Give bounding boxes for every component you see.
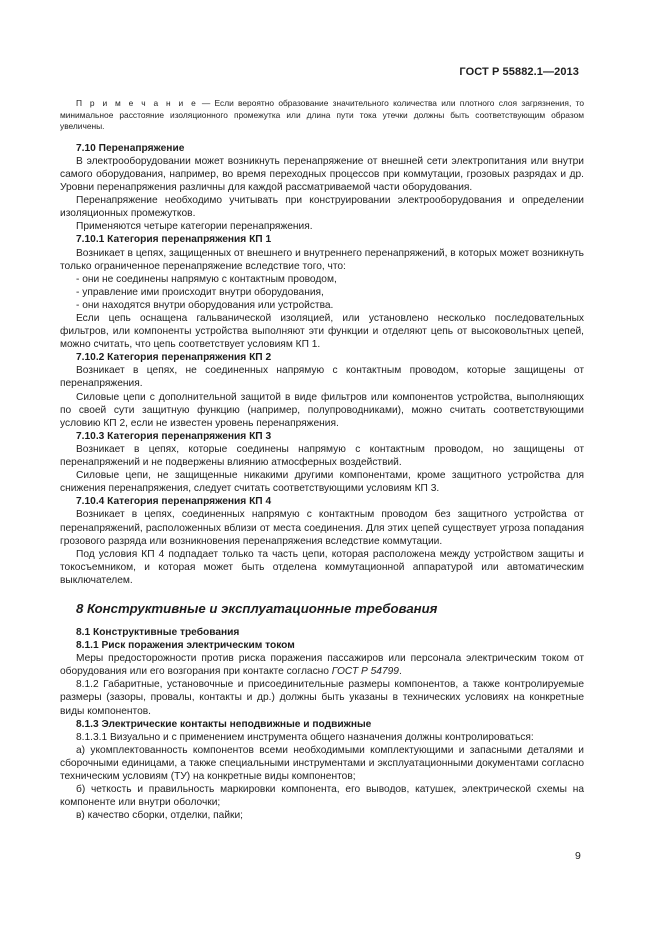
list-item: в) качество сборки, отделки, пайки; [76,810,243,822]
paragraph: Перенапряжение необходимо учитывать при конструировании электрооборудования и определении изоляционных промежутков. [60,195,584,220]
paragraph: В электрооборудовании может возникнуть перенапряжение от внешней сети электропитания или внутри самого оборудования, например, во время переходных процессов при коммутации, грозовых разрядах и др. Уровни перенапряжения различны для каждой рассматриваемой части оборудования. [60,155,584,194]
page-number: 9 [575,850,581,862]
paragraph: Если цепь оснащена гальванической изоляцией, или установлено несколько последовательных фильтров, или компоненты устройства выполняют эти функции и отделяют цепь от высоковольтных цепей, можно считать, что цепь соответствует условиям КП 1. [60,313,584,351]
paragraph: Возникает в цепях, соединенных напрямую с контактным проводом без защитного устройства от перенапряжений, расположенных вблизи от места соединения. Для этих цепей существует угроза попадания грозового разряда или возникновения перенапряжения вследствие коммутации. [60,509,584,547]
paragraph: Применяются четыре категории перенапряжения. [76,221,313,233]
paragraph: Возникает в цепях, не соединенных напрямую с контактным проводом, которые защищены от перенапряжения. [60,365,584,390]
list-item: а) укомплектованность компонентов всеми необходимыми комплектующими и запасными деталями и сборочными единицами, а также специальными инструментами и эксплуатационными документами согласно техническим условиям (ТУ) на конкретные виды компонентов; [60,744,584,782]
paragraph: Силовые цепи с дополнительной защитой в виде фильтров или компонентов устройства, выполняющих по своей сути защитную функцию (например, полупроводниками), можно считать соответствующими условию КП 2, если не известен уровень перенапряжения. [60,391,584,429]
section-7-10-1-title: 7.10.1 Категория перенапряжения КП 1 [76,234,272,246]
paragraph: Под условия КП 4 подпадает только та часть цепи, которая расположена между устройством защиты и токосъемником, и которая может быть отделена коммутационной аппаратурой или автоматическим выключателем. [60,548,584,586]
paragraph: 8.1.2 Габаритные, установочные и присоединительные размеры компонентов, а также контролируемые размеры (зазоры, провалы, контакты и др.) должны быть указаны в технических условиях на конкретные виды компонентов. [60,679,584,717]
section-8-1-title: 8.1 Конструктивные требования [76,626,240,638]
paragraph: Силовые цепи, не защищенные никакими другими компонентами, кроме защитного устройства для снижения перенапряжения, следует считать соответствующими условиям КП 3. [60,470,584,495]
list-item: - они не соединены напрямую с контактным проводом, [76,273,337,285]
note-text: — Если вероятно образование значительного количества или плотного слоя загрязнения, то минимальное расстояние изоляционного промежутка или длина пути тока утечки должны быть соответствующим образом увеличены. [60,98,584,132]
section-7-10-title: 7.10 Перенапряжение [76,142,185,154]
list-item: б) четкость и правильность маркировки компонента, его выводов, катушек, электрической схемы на компоненте или внутри оболочки; [60,784,584,809]
paragraph: Возникает в цепях, которые соединены напрямую с контактным проводом, но защищены от перенапряжений и не подвержены влиянию атмосферных воздействий. [60,443,584,469]
text-run: . [398,666,402,678]
standard-reference: ГОСТ Р 54799 [331,666,399,678]
page-content [60,98,584,822]
section-7-10-2-title: 7.10.2 Категория перенапряжения КП 2 [76,352,272,364]
section-8-1-3-title: 8.1.3 Электрические контакты неподвижные и подвижные [76,718,372,730]
note-paragraph [60,98,584,133]
paragraph [60,652,584,678]
paragraph: 8.1.3.1 Визуально и с применением инструмента общего назначения должны контролироваться: [76,731,534,743]
paragraph: Возникает в цепях, защищенных от внешнего и внутреннего перенапряжений, в которых может возникнуть только ограниченное перенапряжение вследствие того, что: [60,247,584,272]
note-label: П р и м е ч а н и е [76,98,198,108]
section-7-10-3-title: 7.10.3 Категория перенапряжения КП 3 [76,430,272,442]
list-item: - они находятся внутри оборудования или устройства. [76,299,334,311]
section-7-10-4-title: 7.10.4 Категория перенапряжения КП 4 [76,496,272,508]
section-8-1-1-title: 8.1.1 Риск поражения электрическим током [76,640,295,652]
section-8-title: 8 Конструктивные и эксплуатационные требования [76,600,438,616]
list-item: - управление ими происходит внутри оборудования, [76,286,324,298]
text-run: Меры предосторожности против риска поражения пассажиров или персонала электрическим током от оборудования или его возгорания при контакте согласно [60,653,584,678]
document-id: ГОСТ Р 55882.1—2013 [459,66,579,78]
